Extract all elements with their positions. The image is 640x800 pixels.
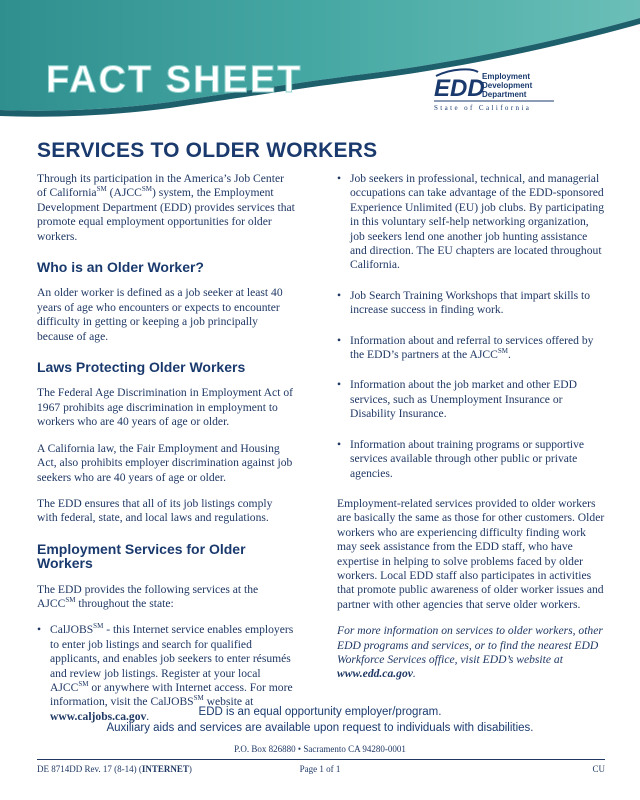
heading-laws: Laws Protecting Older Workers [37, 359, 246, 376]
list-item: • Information about and referral to services offered by the EDD’s partners at the AJCC℠. [337, 333, 594, 362]
logo-line-development: Development [482, 81, 533, 90]
list-item: • Job Search Training Workshops that impart skills to increase success in finding work. [337, 288, 591, 317]
edd-website-link[interactable]: www.edd.ca.gov [337, 667, 413, 681]
bullet-icon: • [337, 172, 342, 185]
edd-logo [432, 66, 622, 116]
cu-code: CU [592, 764, 605, 774]
bullet-icon: • [337, 378, 342, 392]
page-number: Page 1 of 1 [299, 764, 341, 774]
more-info-paragraph: For more information on services to older workers, other EDD programs and services, or to find the nearest EDD Workforce Services office, visit EDD’s website at www.edd.ca.gov. [337, 624, 603, 681]
logo-line-department: Department [482, 90, 527, 99]
equal-opportunity-notice [0, 704, 640, 736]
bullet-icon: • [337, 333, 342, 347]
caljobs-link[interactable]: www.caljobs.ca.gov [50, 709, 147, 723]
footer-divider [37, 759, 605, 760]
eo-line-2: Auxiliary aids and services are available upon request to individuals with disabilities. [106, 722, 534, 734]
bullet-icon: • [337, 437, 342, 451]
who-paragraph: An older worker is defined as a job seeker at least 40 years of age who encounters or expects to encounter difficulty in getting or keeping a job principally because of age. [37, 286, 283, 343]
employment-related-paragraph: Employment-related services provided to older workers are basically the same as those for other customers. Older workers who are experiencing difficulty finding work may seek assistance from the EDD staff, who have expertise in helping to solve problems faced by older workers. Local EDD staff also participates in activities that promote public awareness of older worker issues and partner with other agencies that serve older workers. [337, 496, 605, 611]
laws-paragraph-1: The Federal Age Discrimination in Employment Act of 1967 prohibits age discrimination in employment to workers who are 40 years of age or older. [37, 386, 293, 429]
list-item: • Job seekers in professional, technical, and managerial occupations can take advantage of the EDD-sponsored Experience Unlimited (EU) job clubs. By participating in this voluntary self-help networking organization, job seekers lend one another job hunting assistance and direction. The EU chapters are located throughout California. [337, 172, 605, 272]
list-item: • CalJOBS℠ - this Internet service enables employers to enter job listings and search for qualified applicants, and enables job seekers to enter résumés and review job listings. Register at your local AJCC℠ or anywhere with Internet access. For more information, visit the CalJOBS℠ website at www.caljobs.ca.gov. [37, 622, 294, 723]
laws-paragraph-3: The EDD ensures that all of its job listings comply with federal, state, and local laws and regulations. [37, 496, 273, 525]
services-list-right [337, 172, 605, 481]
services-paragraph: The EDD provides the following services at the AJCC℠ throughout the state: [37, 582, 259, 610]
edd-logo-text: EDD [434, 75, 485, 102]
heading-employment-services: Employment Services for Older Workers [37, 540, 246, 572]
eo-line-1: EDD is an equal opportunity employer/program. [198, 706, 442, 718]
intro-paragraph: Through its participation in the America’s Job Center of California℠ (AJCC℠) system, the Employment Development Department (EDD) provides services that promote equal employment opportunities for older workers. [37, 172, 295, 243]
bullet-icon: • [337, 288, 342, 302]
logo-state: State of California [434, 104, 532, 112]
list-item: • Information about training programs or supportive services available through other public or private agencies. [337, 437, 585, 480]
logo-line-employment: Employment [482, 72, 531, 81]
laws-paragraph-2: A California law, the Fair Employment and Housing Act, also prohibits employer discrimination against job seekers who are 40 years of age or older. [37, 441, 293, 484]
form-number: DE 8714DD Rev. 17 (8-14) (INTERNET) [37, 764, 192, 774]
heading-who-is-older-worker: Who is an Older Worker? [37, 259, 204, 276]
bullet-icon: • [37, 623, 42, 637]
list-item: • Information about the job market and other EDD services, such as Unemployment Insurance or Disability Insurance. [337, 378, 577, 421]
page-title: SERVICES TO OLDER WORKERS [37, 139, 378, 162]
fact-sheet-title: FACT SHEET [46, 59, 303, 101]
left-column [37, 172, 295, 740]
right-column [337, 172, 605, 694]
mailing-address: P.O. Box 826880 • Sacramento CA 94280-0001 [234, 744, 406, 754]
